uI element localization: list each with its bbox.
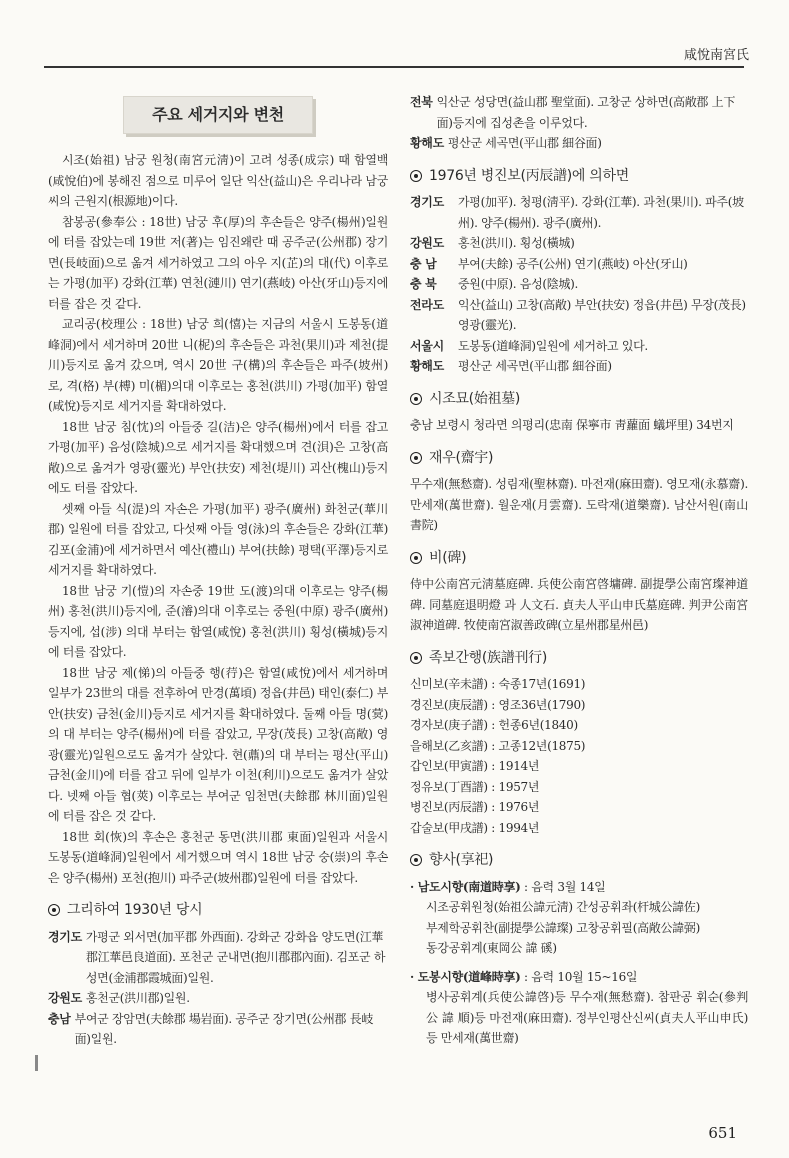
jokbo-date: 고종12년(1875) <box>498 738 586 753</box>
region-label: 전북 <box>410 95 433 109</box>
circle-bullet-icon <box>48 904 60 916</box>
section-heading-hyangsa <box>410 850 748 871</box>
region-label: 경기도 <box>410 195 444 209</box>
circle-bullet-icon <box>410 393 422 405</box>
jokbo-date: 1957년 <box>498 779 540 794</box>
section-text: 충남 보령시 청라면 의평리(忠南 保寧市 靑蘿面 蟻坪里) 34번지 <box>410 418 734 432</box>
region-row <box>48 988 388 1009</box>
jokbo-date: 1914년 <box>498 759 540 773</box>
namdo-line: 시조공휘원청(始祖公諱元淸) 간성공휘좌(杆城公諱佐) <box>426 900 700 914</box>
page-number: 651 <box>708 1124 737 1142</box>
namdo-sihyang-heading <box>410 877 748 898</box>
region-text: 평산군 세곡면(平山郡 細谷面) <box>458 359 612 373</box>
section-heading-jokbo <box>410 648 748 669</box>
region-label: 강원도 <box>48 991 82 1005</box>
section-heading-text: 비(碑) <box>429 549 467 566</box>
paragraph: 18世 남궁 제(悌)의 아들중 행(荇)은 함열(咸悅)에서 세거하며 일부가 23世의 대를 전후하여 만경(萬頃) 정읍(井邑) 태인(泰仁) 부안(扶安) 금천(金川)등지로 세거지를 확대하였다. 둘째 아들 명(蓂)의 대 부터는 양주(楊州)에 터를 잡았고, 무장(茂長) 고창(高敞) 영광(靈光)일원으로도 옮겨가 살았다. 현(薡)의 대 부터는 평산(平山) 금천(金川)에 터를 잡고 뒤에 일부가 이천(利川)으로도 옮겨가 살았다. 넷째 아들 협(莢) 이후로는 부여군 임천면(夫餘郡 林川面)일원에 터를 잡은 것 같다. <box>48 665 388 823</box>
region-row <box>410 356 748 377</box>
section-heading-text: 1976년 병진보(丙辰譜)에 의하면 <box>429 167 629 184</box>
region-text: 익산군 성당면(益山郡 聖堂面). 고창군 상하면(高敞郡 上下面)등지에 집성촌을 이루었다. <box>436 95 736 130</box>
region-row <box>410 192 748 233</box>
dobong-text: 병사공휘계(兵使公諱啓)등 무수재(無愁齋). 참판공 휘순(參判公 諱 順)등 마전재(麻田齋). 정부인평산신씨(貞夫人平山申氏)등 만세재(萬世齋) <box>426 990 748 1045</box>
region-label: 황해도 <box>410 359 444 373</box>
region-text: 중원(中原). 음성(陰城). <box>458 277 579 291</box>
region-text: 부여군 장암면(夫餘郡 場岩面). 공주군 장기면(公州郡 長岐面)일원. <box>74 1011 374 1046</box>
section-heading-text: 족보간행(族譜刊行) <box>429 649 548 666</box>
paragraph: 18世 남궁 기(愷)의 자손중 19世 도(渡)의대 이후로는 양주(楊州) 홍천(洪川)등지에, 준(濬)의대 이후로는 중원(中原) 광주(廣州) 등지에, 섭(涉) 의대 부터는 함열(咸悅) 홍천(洪川) 횡성(橫城)등지에 터를 잡았다. <box>48 583 388 659</box>
dobong-label: · 도봉시향(道峰時享) <box>410 969 521 984</box>
list-item: 갑술보(甲戌譜) : 1994년 <box>410 820 540 835</box>
section-text: 侍中公南宮元淸墓庭碑. 兵使公南宮啓墉碑. 副提學公南宮璨神道碑. 同墓庭退明燈 과 人文石. 貞夫人平山申氏墓庭碑. 判尹公南宮淑神道碑. 牧使南宮淑善政碑(立星州郡星州邑) <box>410 577 748 632</box>
paragraph: 시조(始祖) 남궁 원청(南宮元淸)이 고려 성종(成宗) 때 함열백(咸悅伯)에 봉해진 점으로 미루어 일단 익산(益山)은 우리나라 남궁씨의 근원지(根源地)이다. <box>48 153 388 208</box>
jokbo-name: 갑술보(甲戌譜) <box>410 820 488 835</box>
jokbo-name: 경자보(庚子譜) <box>410 718 488 732</box>
section-heading-sijomyo <box>410 389 748 410</box>
circle-bullet-icon <box>410 552 422 564</box>
paragraph: 18世 남궁 침(忱)의 아들중 길(洁)은 양주(楊州)에서 터를 잡고 가평(加平) 음성(陰城)으로 세거지를 확대했으며 견(浿)은 고창(高敞)으로 옮겨가 영광(靈光) 부안(扶安) 제천(堤川) 괴산(槐山)등지에도 터를 잡았다. <box>48 419 388 495</box>
region-text: 가평군 외서면(加平郡 外西面). 강화군 강화읍 양도면(江華郡江華邑良道面). 포천군 군내면(抱川郡郡內面). 김포군 하성면(金浦郡霞城面)일원. <box>85 929 386 985</box>
section-title: 주요 세거지와 변천 <box>123 96 313 134</box>
region-label: 황해도 <box>410 136 444 150</box>
margin-marker <box>35 1055 38 1071</box>
list-item: 병진보(丙辰譜) : 1976년 <box>410 800 540 814</box>
jokbo-date: 1994년 <box>498 820 540 835</box>
region-text: 부여(夫餘) 공주(公州) 연기(燕岐) 아산(牙山) <box>458 256 688 271</box>
list-item: 경진보(庚辰譜) : 영조36년(1790) <box>410 697 586 712</box>
circle-bullet-icon <box>410 652 422 664</box>
section-text: 무수재(無愁齋). 성림재(聖林齋). 마전재(麻田齋). 영모재(永慕齋). 만세재(萬世齋). 월운재(月雲齋). 도락재(道樂齋). 남산서원(南山書院) <box>410 477 748 532</box>
section-heading-jaeu <box>410 448 748 469</box>
paragraph: 참봉공(參奉公 : 18世) 남궁 후(厚)의 후손들은 양주(楊州)일원에 터를 잡았는데 19世 저(著)는 임진왜란 때 공주군(公州郡) 장기면(長岐面)으로 옮겨 세거하였고 그의 아우 지(芷)의 대(代) 이후로는 가평(加平) 강화(江華) 연천(漣川) 연기(燕岐) 아산(牙山)등지에 터를 잡은 것 같다. <box>48 214 388 311</box>
region-row <box>410 92 748 133</box>
jokbo-name: 신미보(辛未譜) <box>410 677 488 691</box>
list-item: 정유보(丁酉譜) : 1957년 <box>410 779 540 794</box>
paragraph: 셋째 아들 식(湜)의 자손은 가평(加平) 광주(廣州) 화천군(華川郡) 일원에 터를 잡았고, 다섯째 아들 영(泳)의 후손들은 강화(江華) 김포(金浦)에 세거하면서 예산(禮山) 부여(扶餘) 평택(平澤)등지로 세거지를 확대하였다. <box>48 501 388 577</box>
region-row <box>410 254 748 275</box>
region-text: 홍천(洪川). 횡성(橫城) <box>458 236 575 250</box>
header-rule <box>44 66 744 68</box>
namdo-line: 부제학공휘찬(副提學公諱璨) 고창공휘필(高敞公諱弼) <box>426 920 700 935</box>
jokbo-name: 정유보(丁酉譜) <box>410 779 488 794</box>
list-item: 을해보(乙亥譜) : 고종12년(1875) <box>410 738 586 753</box>
jokbo-date: 영조36년(1790) <box>498 697 586 712</box>
section-heading-bi <box>410 548 748 569</box>
region-label: 경기도 <box>48 929 82 944</box>
section-heading-text: 그리하여 1930년 당시 <box>67 902 203 918</box>
jokbo-date: 숙종17년(1691) <box>498 677 586 691</box>
region-label: 충남 <box>48 1011 71 1026</box>
region-text: 가평(加平). 청평(淸平). 강화(江華). 과천(果川). 파주(坡州). 양주(楊州). 광주(廣州). <box>458 195 744 230</box>
jokbo-name: 갑인보(甲寅譜) <box>410 759 488 773</box>
paragraph: 교리공(校理公 : 18世) 남궁 희(憘)는 지금의 서울시 도봉동(道峰洞)에서 세거하며 20世 니(柅)의 후손들은 과천(果川)과 제천(提川)등지로 옮겨 갔으며, 역시 20世 구(構)의 후손들은 파주(坡州)로, 격(格) 부(榑) 미(楣)의대 이후로는 홍천(洪川) 가평(加平) 함열(咸悅)등지로 세거지를 확대하였다. <box>48 317 388 413</box>
left-column <box>48 92 388 1050</box>
right-column <box>410 92 748 1049</box>
region-row <box>410 336 748 357</box>
jokbo-list <box>410 674 748 838</box>
circle-bullet-icon <box>410 452 422 464</box>
chapter-header: 咸悅南宮氏 <box>683 48 749 63</box>
list-item: 경자보(庚子譜) : 헌종6년(1840) <box>410 718 578 732</box>
dobong-sihyang-heading <box>410 967 748 988</box>
section-heading-text: 향사(享祀) <box>429 852 494 868</box>
section-heading-text: 재우(齋宇) <box>429 449 494 466</box>
list-item: 신미보(辛未譜) : 숙종17년(1691) <box>410 677 586 691</box>
section-heading-1930 <box>48 900 388 921</box>
region-row <box>410 233 748 254</box>
region-row <box>410 133 748 154</box>
section-heading-1976 <box>410 166 748 187</box>
circle-bullet-icon <box>410 854 422 866</box>
region-row <box>48 927 388 989</box>
jokbo-date: 1976년 <box>498 800 540 814</box>
dobong-date: : 음력 10월 15~16일 <box>520 969 638 984</box>
region-text: 익산(益山) 고창(高敞) 부안(扶安) 정읍(井邑) 무장(茂長) 영광(靈光). <box>458 297 746 332</box>
region-label: 전라도 <box>410 297 444 312</box>
jokbo-name: 병진보(丙辰譜) <box>410 800 488 814</box>
jokbo-date: 헌종6년(1840) <box>498 718 578 732</box>
region-label: 충 남 <box>410 256 437 271</box>
region-text: 홍천군(洪川郡)일원. <box>85 991 190 1005</box>
jokbo-name: 을해보(乙亥譜) <box>410 738 488 753</box>
namdo-line: 동강공휘계(東岡公 諱 磎) <box>426 941 557 955</box>
region-row <box>410 295 748 336</box>
circle-bullet-icon <box>410 170 422 182</box>
region-row <box>410 274 748 295</box>
list-item: 갑인보(甲寅譜) : 1914년 <box>410 759 540 773</box>
region-label: 강원도 <box>410 236 444 250</box>
region-label: 서울시 <box>410 338 444 353</box>
paragraph: 18世 회(恢)의 후손은 홍천군 동면(洪川郡 東面)일원과 서울시 도봉동(道峰洞)일원에서 세거했으며 역시 18世 남궁 숭(崇)의 후손은 양주(楊州) 포천(抱川) 파주군(坡州郡)일원에 터를 잡았다. <box>48 829 388 885</box>
region-text: 평산군 세곡면(平山郡 細谷面) <box>447 136 602 150</box>
namdo-label: · 남도시향(南道時享) <box>410 879 521 894</box>
region-text: 도봉동(道峰洞)일원에 세거하고 있다. <box>458 338 648 353</box>
namdo-date: : 음력 3월 14일 <box>520 879 606 894</box>
jokbo-name: 경진보(庚辰譜) <box>410 697 488 712</box>
region-label: 충 북 <box>410 277 437 291</box>
region-row <box>48 1009 388 1050</box>
section-heading-text: 시조묘(始祖墓) <box>429 390 521 407</box>
